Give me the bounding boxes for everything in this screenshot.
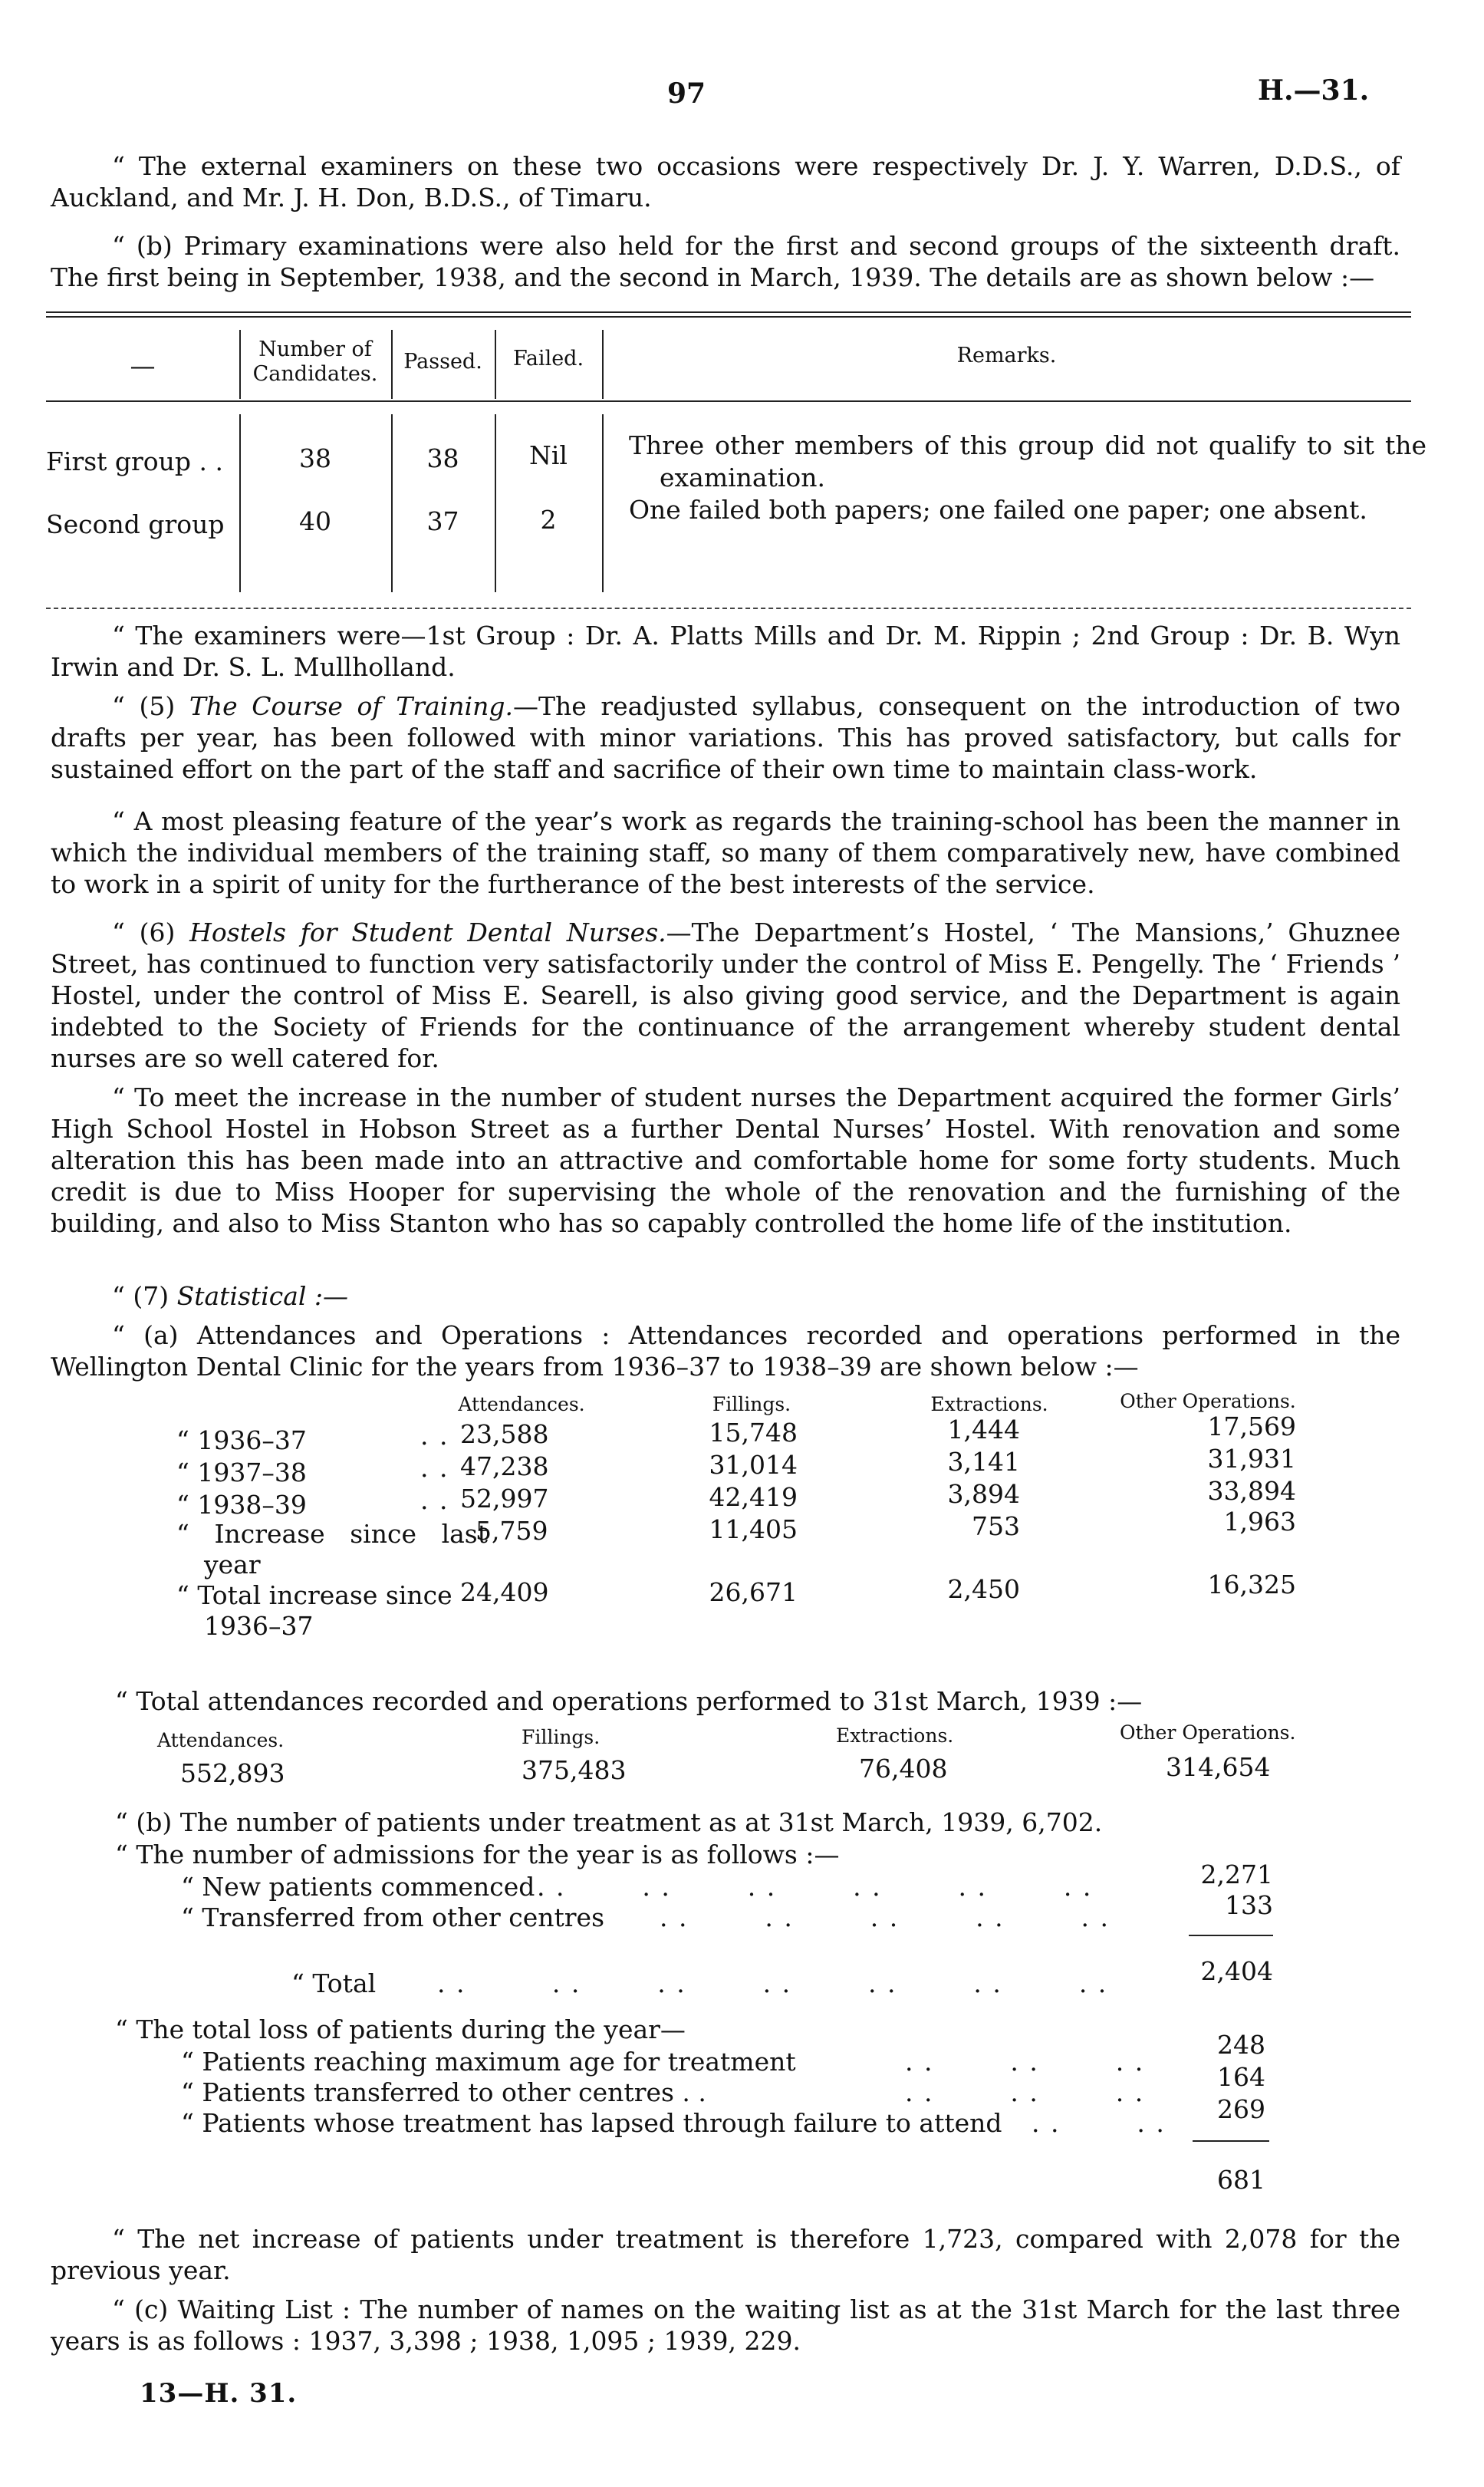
header-passed: Passed. — [403, 350, 482, 374]
header-remarks: Remarks. — [956, 344, 1057, 367]
header-candidates-1: Number of — [258, 338, 372, 361]
paragraph-new-hostel: “ To meet the increase in the number of student nurses the Department acquired the former Girls’ High School Hostel in Hobson Street as a further Dental Nurses’ Hostel. With renovation and some alteration this has been made into an attractive and comfortable home for some forty students. Much credit is due to Miss Hooper for supervising the whole of the renovation and the furnishing of the building, and also to Miss Stanton who has so capably controlled the home life of the institution. — [51, 1082, 1400, 1238]
admissions-total: 2,404 — [1200, 1956, 1273, 1986]
totals-header-extractions: Extractions. — [836, 1724, 954, 1747]
loss-intro: “ The total loss of patients during the year— — [115, 2014, 686, 2044]
hostels-title: Hostels for Student Dental Nurses. — [189, 917, 666, 947]
table-header-rule — [46, 400, 1411, 402]
row-remarks: Three other members of this group did not qualify to sit the examination. — [629, 430, 1426, 492]
col-header-attendances: Attendances. — [458, 1393, 585, 1415]
totals-header-fillings: Fillings. — [522, 1726, 601, 1748]
row-candidates: 38 — [299, 443, 331, 473]
col-header-fillings: Fillings. — [712, 1393, 791, 1415]
row-passed: 37 — [426, 506, 459, 536]
loss-total: 681 — [1217, 2165, 1265, 2195]
row-label: “ 1936–37 — [176, 1425, 307, 1455]
paragraph-waiting-list: “ (c) Waiting List : The number of names on the waiting list as at the 31st March for the last three years is as follows : 1937, 3,398 ; 1938, 1,095 ; 1939, 229. — [51, 2294, 1400, 2356]
footer-signature: 13—H. 31. — [140, 2378, 298, 2409]
patients-under-treatment: “ (b) The number of patients under treatment as at 31st March, 1939, 6,702. — [115, 1807, 1103, 1837]
header-group: — — [130, 351, 156, 380]
table-bottom-rule — [46, 608, 1411, 609]
page-number: 97 — [667, 77, 706, 110]
row-group: First group . . — [46, 446, 224, 476]
paragraph-pleasing-feature: “ A most pleasing feature of the year’s work as regards the training-school has been the manner in which the individual members of the training staff, so many of them comparatively new, have combined to work in a spirit of unity for the furtherance of the best interests of the service. — [51, 806, 1400, 899]
losses-sum-rule — [1193, 2140, 1269, 2142]
header-failed: Failed. — [512, 347, 584, 371]
statistical-heading: “ (7) Statistical :— — [112, 1281, 349, 1311]
totals-intro: “ Total attendances recorded and operations performed to 31st March, 1939 :— — [115, 1686, 1143, 1716]
totals-header-attendances: Attendances. — [157, 1729, 285, 1751]
admissions-sum-rule — [1189, 1935, 1273, 1936]
col-header-extractions: Extractions. — [930, 1393, 1048, 1415]
table-top-rule-2 — [46, 316, 1411, 318]
header-candidates-2: Candidates. — [252, 362, 378, 386]
paragraph-examiners: “ The examiners were—1st Group : Dr. A. Platts Mills and Dr. M. Rippin ; 2nd Group : Dr. B. Wyn Irwin and Dr. S. L. Mullholland. — [51, 621, 1400, 682]
table-top-rule — [46, 311, 1411, 313]
row-label: “ Increase since last year — [176, 1519, 488, 1579]
paragraph-course-of-training: “ (5) The Course of Training.—The readjusted syllabus, consequent on the introduction of two drafts per year, has been followed with minor variations. This has proved satisfactory, but calls for sustained effort on the part of the staff and sacrifice of their own time to maintain class-work. — [51, 691, 1400, 784]
totals-header-other-operations: Other Operations. — [1120, 1721, 1296, 1744]
row-group: Second group — [46, 509, 225, 539]
totals-attendances: 552,893 — [180, 1758, 285, 1788]
col-header-other-operations: Other Operations. — [1120, 1390, 1296, 1412]
document-page: 97 H.—31. “ The external examiners on these two occasions were respectively Dr. J. Y. Warren, D.D.S., of Auckland, and Mr. J. H. Don, B.D.S., of Timaru. “ (b) Primary examinations were also held for the first and second groups of the sixteenth draft. The first being in September, 1938, and the second in March, 1939. The details are as shown below :— — Number of Candidates. Passed. Failed. Remarks. First group . . 38 38 Nil Three other members of this group did not qualify to sit the examination. Second group 40 37 2 One failed both papers; one failed one paper; one absent. “ The examiners were—1st Group : Dr. A. Platts Mills and Dr. M. Rippin ; 2nd Group : Dr. B. Wyn Irwin and Dr. S. L. Mullholland. “ (5) The Course of Training.—The readjusted syllabus, consequent on the introduction of two drafts per year, has been followed with minor variations. This has proved satisfactory, but calls for sustained effort on the part of the staff and sacrifice of their own time to maintain class-work. “ A most pleasing feature of the year’s work as regards the training-school has been the manner in which the individual members of the training staff, so many of them comparatively new, have combined to work in a spirit of unity for the furtherance of the best interests of the service. “ (6) Hostels for Student Dental Nurses.—The Department’s Hostel, ‘ The Mansions,’ Ghuznee Street, has continued to function very satisfactorily under the control of Miss E. Pengelly. The ‘ Friends ’ Hostel, under the control of Miss E. Searell, is also giving good service, and the Department is again indebted to the Society of Friends for the continuance of the arrangement whereby student dental nurses are so well catered for. “ To meet the increase in the number of student nurses the Department acquired the former Girls’ High School Hostel in Hobson Street as a further Dental Nurses’ Hostel. With renovation and some alteration this has been made into an attractive and comfortable home for some forty students. Much credit is due to Miss Hooper for supervising the whole of the renovation and the furnishing of the building, and also to Miss Stanton who has so capably controlled the home life of the institution. “ (7) Statistical :— “ (a) Attendances and Operations : Attendances recorded and operations performed in the Wellington Dental Clinic for the years from 1936–37 to 1938–39 are shown below :— Attendances. Fillings. Extractions. Other Operations. “ 1936–37 . . 23,588 15,748 1,444 17,569 “ 1937–38 . . 47,238 31,014 3,141 31,931 “ 1938–39 . . 52,997 42,419 3,894 33,894 “ Increase since last year 5,759 11,405 753 1,963 “ Total increase since 1936–37 24,409 26,671 2,450 16,325 “ Total attendances recorded and operations performed to 31st March, 1939 :— Attendances. Fillings. Extractions. Other Operations. 552,893 375,483 76,408 314,654 “ (b) The number of patients under treatment as at 31st March, 1939, 6,702. “ The number of admissions for the year is as follows :— “ New patients commenced . . . . . . . . . . . . 2,271 “ Transferred from other centres . . . . . . . . . . 133 “ Total . . . . . . . . . . . . . . 2,404 “ The total loss of patients during the year— “ Patients reaching maximum age for treatment . . . . . . 248 “ Patients transferred to other centres . . . . . . . . 164 “ Patients whose treatment has lapsed through failure to attend . . . . 269 681 “ The net increase of patients under treatment is therefore 1,723, compared with 2,078 for the previous year. “ (c) Waiting List : The number of names on the waiting list as at the 31st March for the last three years is as follows : 1937, 3,398 ; 1938, 1,095 ; 1939, 229. 13—H. 31. — [46, 74, 1426, 2409]
paragraph-attendances-intro: “ (a) Attendances and Operations : Attendances recorded and operations performed in the Wellington Dental Clinic for the years from 1936–37 to 1938–39 are shown below :— — [51, 1320, 1400, 1382]
course-title: The Course of Training. — [189, 691, 513, 721]
totals-extractions: 76,408 — [859, 1754, 948, 1784]
admissions-total-label: “ Total — [291, 1968, 377, 1998]
row-label: “ 1938–39 — [176, 1490, 307, 1520]
admissions-intro: “ The number of admissions for the year is as follows :— — [115, 1840, 840, 1869]
row-candidates: 40 — [299, 506, 331, 536]
paragraph-hostels: “ (6) Hostels for Student Dental Nurses.—The Department’s Hostel, ‘ The Mansions,’ Ghuznee Street, has continued to function very satisfactorily under the control of Miss E. Pengelly. The ‘ Friends ’ Hostel, under the control of Miss E. Searell, is also giving good service, and the Department is again indebted to the Society of Friends for the continuance of the arrangement whereby student dental nurses are so well catered for. — [51, 917, 1400, 1073]
row-remarks: One failed both papers; one failed one paper; one absent. — [629, 495, 1367, 525]
row-passed: 38 — [426, 443, 459, 473]
row-label: “ 1937–38 — [176, 1458, 307, 1487]
row-failed: 2 — [540, 505, 557, 535]
paragraph-net-increase: “ The net increase of patients under treatment is therefore 1,723, compared with 2,078 for the previous year. — [51, 2224, 1400, 2285]
totals-fillings: 375,483 — [522, 1755, 627, 1785]
row-failed: Nil — [529, 440, 568, 470]
paragraph-primary-examinations: “ (b) Primary examinations were also held for the first and second groups of the sixteenth draft. The first being in September, 1938, and the second in March, 1939. The details are as shown below :— — [51, 231, 1400, 292]
totals-other-operations: 314,654 — [1166, 1752, 1271, 1782]
row-label: “ Total increase since 1936–37 — [176, 1580, 452, 1641]
paragraph-external-examiners: “ The external examiners on these two occasions were respectively Dr. J. Y. Warren, D.D.S., of Auckland, and Mr. J. H. Don, B.D.S., of Timaru. — [51, 151, 1400, 212]
report-code: H.—31. — [1258, 74, 1370, 107]
